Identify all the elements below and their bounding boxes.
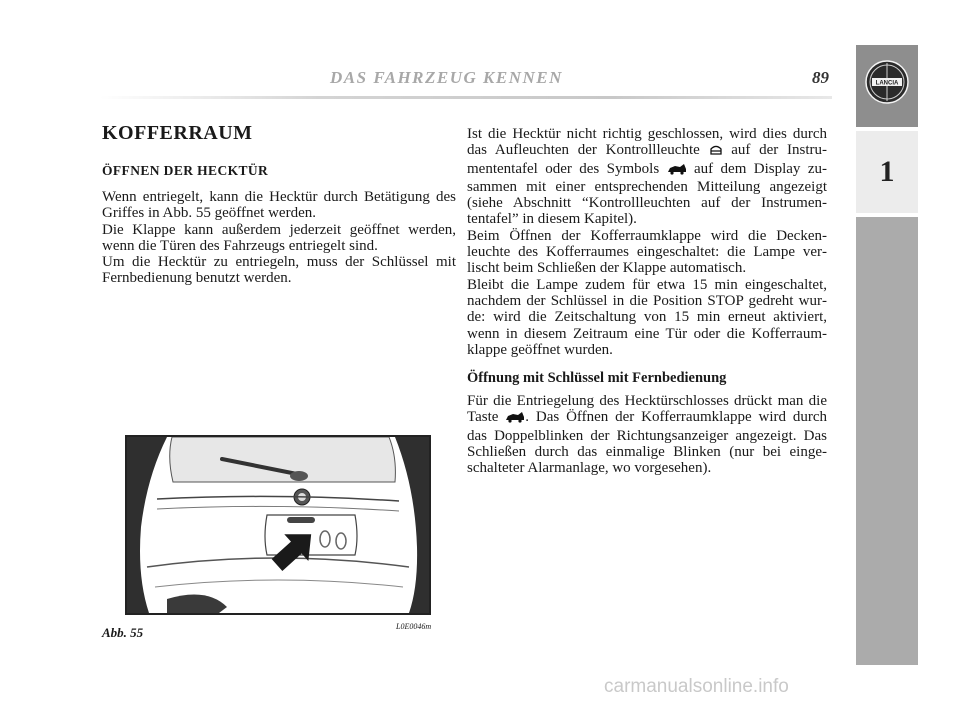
car-open-trunk-icon [667,163,687,179]
paragraph-text: Für die Entriegelung des Hecktürschlosses drückt man die Taste [467,393,827,426]
figure-tailgate [125,435,431,615]
chapter-side-tab [856,45,918,665]
right-column [467,126,827,477]
section-title: KOFFERRAUM [102,122,253,144]
logo-text: LANCIA [875,80,899,87]
paragraph: Bleibt die Lampe zudem für etwa 15 min eingeschaltet, nachdem der Schlüssel in die Position STOP gedreht wurde: wird die Zeitschaltung von 15 min erneut aktiviert, wenn in diesem Zeitraum eine Tür oder die Kofferraumklappe geöffnet wurden. [467,276,827,358]
paragraph: Wenn entriegelt, kann die Hecktür durch Betätigung des Griffes in Abb. 55 geöffnet werden. [102,189,456,222]
paragraph [467,126,827,228]
car-tailgate-handle-illustration [127,437,429,613]
paragraph-text: auf dem Display zusammen mit einer entsprechenden Mitteilung angezeigt (siehe Abschnitt “Kontrollleuchten auf der Instrumententafel” in diesem Kapitel). [467,160,827,228]
watermark: carmanualsonline.info [604,676,789,697]
paragraph-text: . Das Öffnen der Kofferraumklappe wird durch das Doppelblinken der Richtungsanzeiger angezeigt. Das Schließen durch das einmalige Blinken (nur bei eingeschalteter Alarmanlage, wo vorgesehen). [467,409,827,477]
chapter-box [856,131,918,213]
subheading: ÖFFNEN DER HECKTÜR [102,163,269,178]
paragraph: Beim Öffnen der Kofferraumklappe wird die Deckenleuchte des Kofferraumes eingeschaltet: die Lampe verlischt beim Schließen der Klappe automatisch. [467,227,827,277]
paragraph-text: auf der Instrumententafel oder des Symbols [467,142,828,177]
lancia-logo-icon [864,57,910,107]
figure-caption: Abb. 55 [102,625,144,640]
left-column [102,189,456,287]
chapter-number: 1 [879,155,895,188]
logo-box [856,45,918,127]
open-tailgate-warning-icon [709,144,723,160]
tab-divider [856,213,918,217]
car-open-trunk-icon [505,411,525,427]
paragraph-text: Ist die Hecktür nicht richtig geschlossen, wird dies durch das Aufleuchten der Kontrollleuchte [467,126,827,159]
page-number: 89 [812,68,829,87]
paragraph [467,393,827,476]
bold-heading: Öffnung mit Schlüssel mit Fernbedienung [467,370,727,387]
paragraph: Die Klappe kann außerdem jederzeit geöffnet werden, wenn die Türen des Fahrzeugs entriegelt sind. [102,221,456,254]
paragraph: Um die Hecktür zu entriegeln, muss der Schlüssel mit Fernbedienung benutzt werden. [102,254,456,287]
figure-code: L0E0046m [396,622,432,631]
header-rule [100,96,832,99]
running-title: DAS FAHRZEUG KENNEN [330,68,563,87]
